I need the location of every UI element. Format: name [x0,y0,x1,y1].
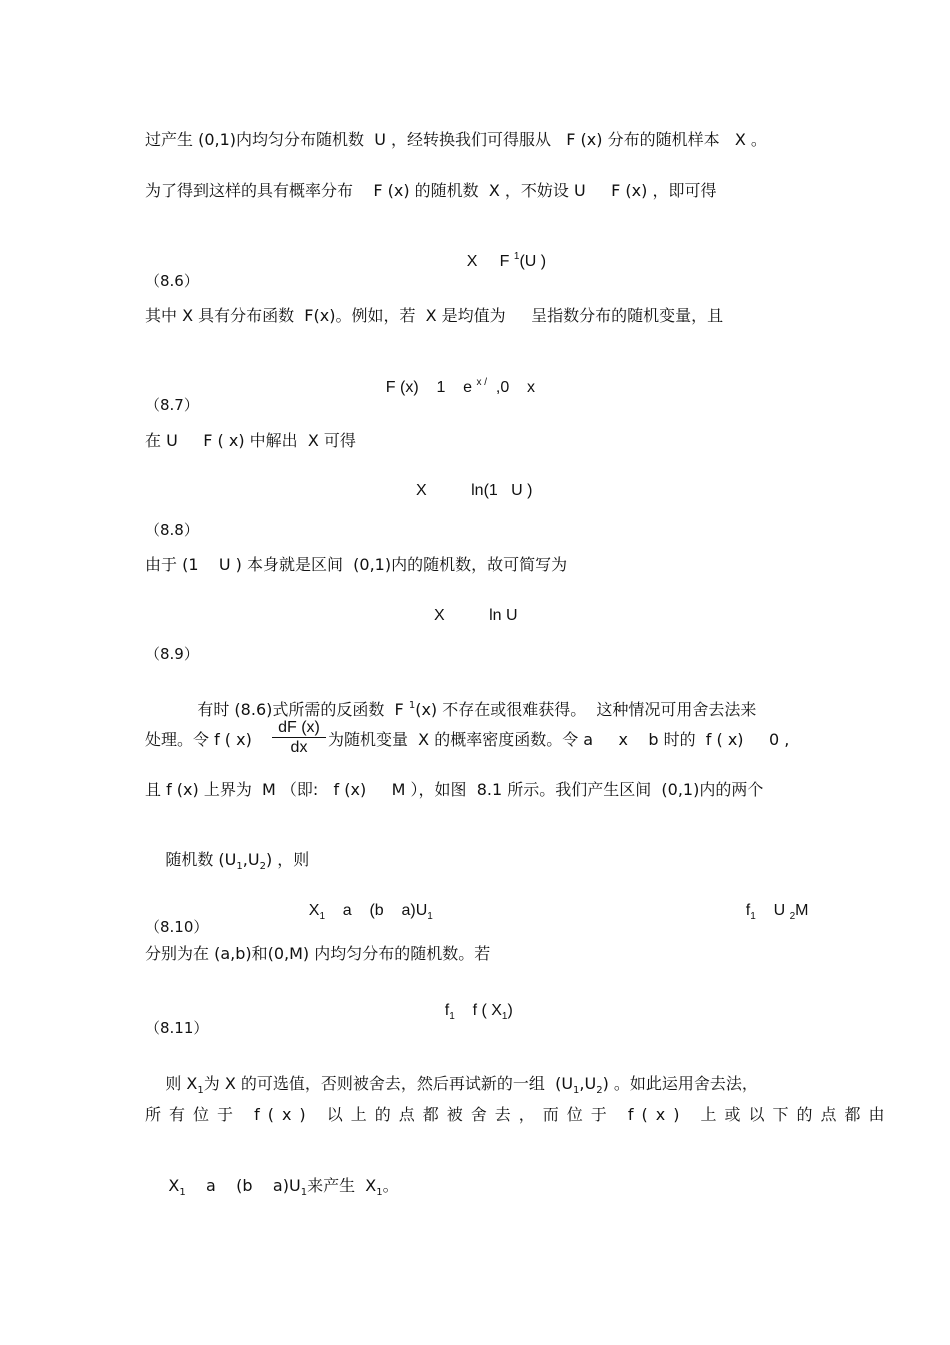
eq-8-11-sub-2: 1 [501,1011,508,1022]
equation-8-7 [368,358,535,420]
line-6-text-b: (x) 不存在或很难获得。 这种情况可用舍去法来 [415,700,757,719]
paragraph-line-8: 且 f (x) 上界为 M （即: f (x) M ），如图 8.1 所示。我们产生区间 (0,1)内的两个 [145,780,764,799]
paragraph-line-9 [145,830,309,893]
paragraph-line-7a: 处理。令 f ( x) [145,730,252,749]
equation-8-7-rhs: ,0 x [487,379,536,396]
line-13-text-c: 来产生 X [307,1176,377,1195]
eq-8-10-x: X [308,902,320,919]
paragraph-line-12: 所有位于 f(x) 以上的点都被舍去，而位于 f(x) 上或以下的点都由 [145,1105,893,1124]
line-9-text-a: 随机数 (U [165,850,237,869]
equation-number-8-7: （8.7） [145,396,199,414]
line-13-x: X [168,1176,180,1195]
paragraph-line-2: 为了得到这样的具有概率分布 F (x) 的随机数 X ，不妨设 U F (x) ，即可得 [145,181,717,200]
paragraph-line-1: 过产生 (0,1)内均匀分布随机数 U ，经转换我们可得服从 F (x) 分布的随机样本 X 。 [145,130,767,149]
equation-number-8-10: （8.10） [145,918,209,936]
eq-8-11-f: f [444,1002,450,1019]
eq-8-10-sub-3: 1 [750,911,756,922]
equation-8-6-lhs: X F [466,253,514,270]
line-13-body: a (b a)U [185,1176,301,1195]
line-13-period: 。 [382,1176,399,1195]
line-9-subscript-2: 2 [259,861,266,872]
paragraph-line-3: 其中 X 具有分布函数 F(x)。例如，若 X 是均值为 呈指数分布的随机变量，且 [145,306,724,325]
line-11-text-b: 为 X 的可选值，否则被舍去，然后再试新的一组 (U [203,1074,574,1093]
line-6-text-a: 有时 (8.6)式所需的反函数 F [197,700,409,719]
eq-8-11-sub-1: 1 [449,1011,455,1022]
eq-8-10-u: U [755,902,790,919]
line-11-text-a: 则 X [165,1074,198,1093]
equation-8-6 [449,232,546,294]
eq-8-10-body: a (b a)U [325,902,428,919]
equation-number-8-8: （8.8） [145,521,199,539]
fraction-numerator: dF (x) [272,719,326,738]
equation-8-6-superscript: 1 [513,251,520,262]
eq-8-10-sub-4: 2 [789,911,796,922]
equation-8-10-right [728,881,808,943]
paragraph-line-7b: 为随机变量 X 的概率密度函数。令 a x b 时的 f ( x) 0 , [328,730,790,749]
line-6-superscript: 1 [408,700,416,711]
equation-8-10-left [291,881,433,943]
paragraph-line-13 [148,1156,399,1219]
line-11-sub-1: 1 [197,1085,204,1096]
line-11-sub-2: 1 [573,1085,580,1096]
line-11-text-c: ,U [579,1074,597,1093]
line-11-text-d: ) 。如此运用舍去法， [602,1074,758,1093]
eq-8-10-m: M [795,902,809,919]
paragraph-line-4: 在 U F ( x) 中解出 X 可得 [145,431,356,450]
equation-number-8-11: （8.11） [145,1019,209,1037]
eq-8-10-sub-2: 1 [427,911,433,922]
equation-number-8-6: （8.6） [145,272,199,290]
equation-8-9: X ln U [434,607,518,624]
line-13-sub-3: 1 [376,1187,383,1198]
line-9-subscript-1: 1 [236,861,243,872]
equation-8-8: X ln(1 U ) [416,482,533,499]
equation-8-6-rhs: (U ) [519,253,547,270]
equation-number-8-9: （8.9） [145,645,199,663]
eq-8-11-body: f ( X [454,1002,502,1019]
line-9-text-b: ,U [242,850,260,869]
paragraph-line-5: 由于 (1 U ) 本身就是区间 (0,1)内的随机数，故可简写为 [145,555,568,574]
eq-8-11-close: ) [507,1002,513,1019]
equation-8-7-exponent: x / [476,377,488,388]
equation-8-7-lhs: F (x) 1 e [385,379,477,396]
line-11-sub-3: 2 [596,1085,603,1096]
eq-8-10-f: f [745,902,751,919]
equation-8-11 [427,981,513,1043]
line-13-sub-1: 1 [179,1187,186,1198]
paragraph-line-10: 分别为在 (a,b)和(0,M) 内均匀分布的随机数。若 [145,944,491,963]
line-9-text-c: ) ，则 [265,850,310,869]
fraction-denominator: dx [290,739,308,756]
eq-8-10-sub-1: 1 [319,911,326,922]
line-13-sub-2: 1 [300,1187,308,1198]
derivative-fraction [272,719,326,758]
